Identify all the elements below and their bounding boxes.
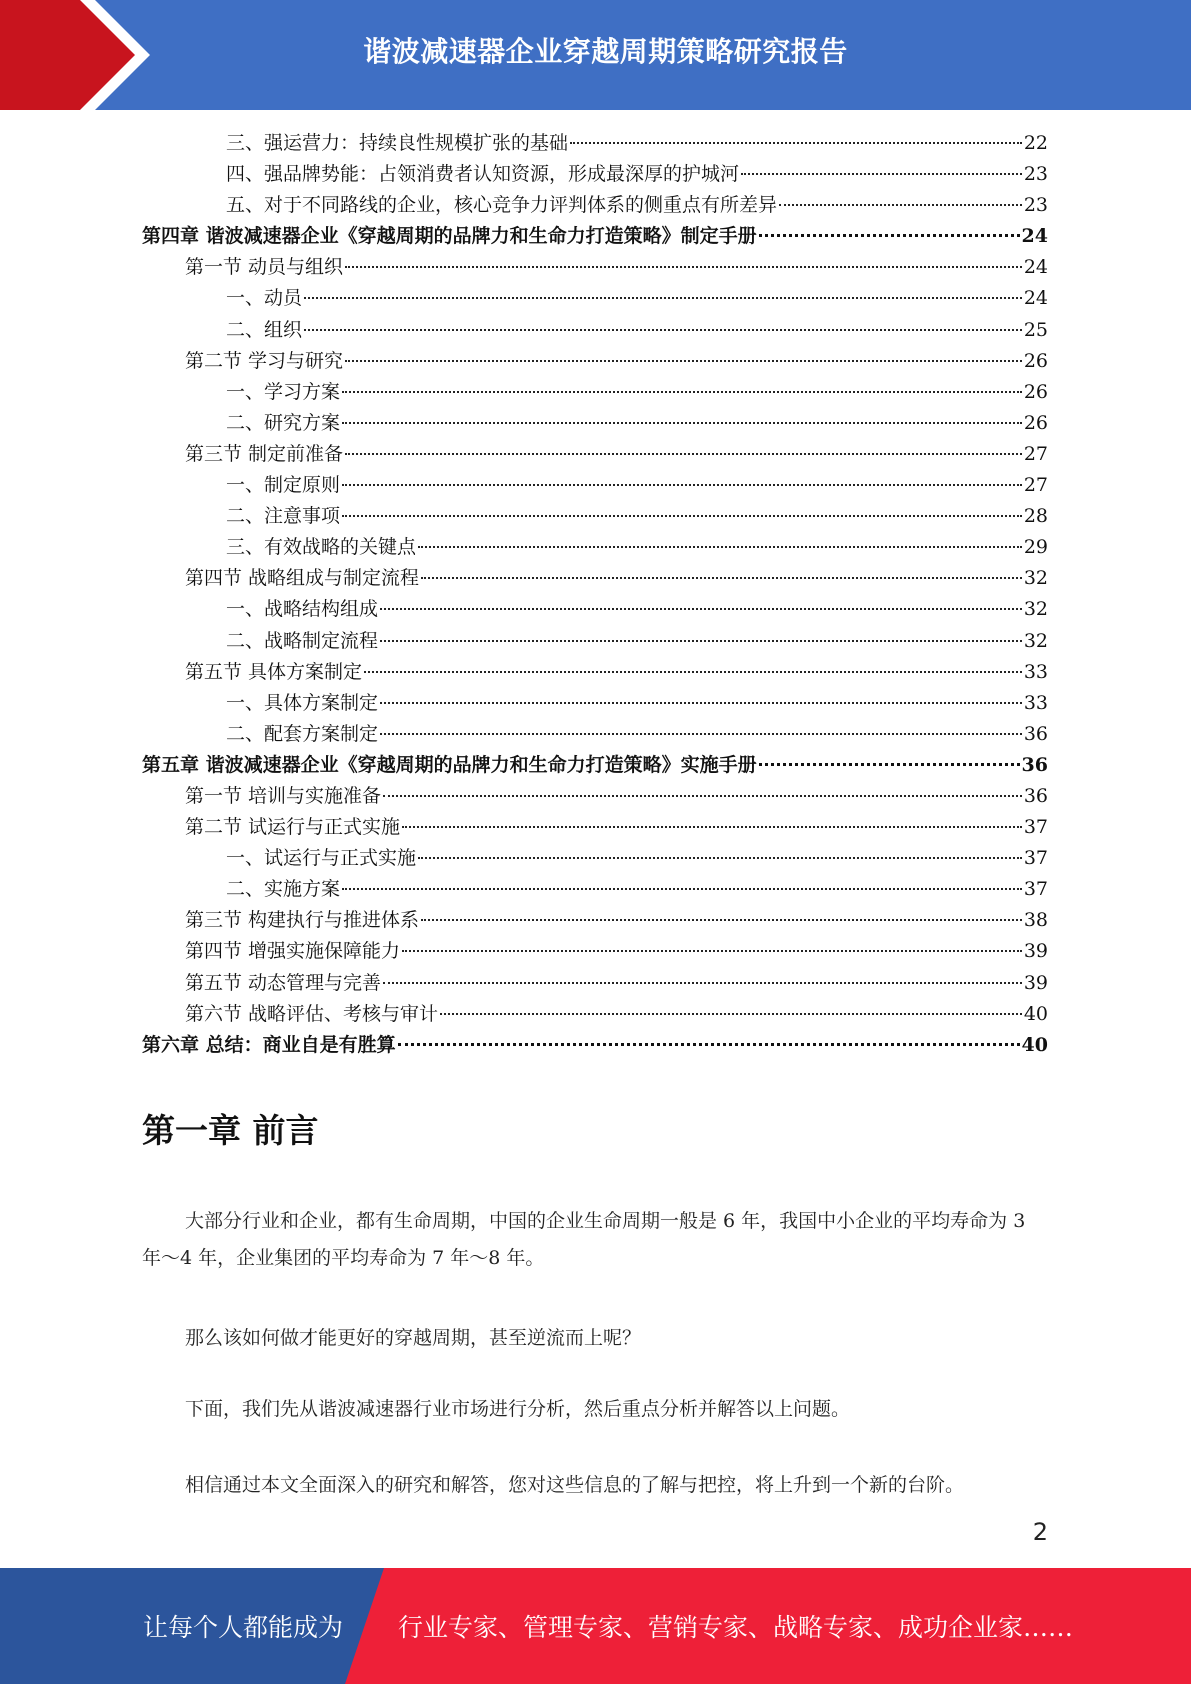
toc-entry-title: 第三节 制定前准备: [185, 442, 344, 465]
toc-entry-title: 一、制定原则: [226, 474, 341, 497]
toc-entry[interactable]: [142, 252, 1048, 283]
paragraph-4: 相信通过本文全面深入的研究和解答，您对这些信息的了解与把控，将上升到一个新的台阶。: [185, 1474, 965, 1496]
toc-entry-title: 四、强品牌势能：占领消费者认知资源，形成最深厚的护城河: [226, 163, 740, 186]
toc-entry-title: 第五章 谐波减速器企业《穿越周期的品牌力和生命力打造策略》实施手册: [142, 753, 757, 776]
page-footer: [0, 1568, 1191, 1684]
toc-dot-leader: [421, 577, 1022, 579]
page-number: 2: [1032, 1518, 1048, 1546]
toc-entry-page: 27: [1023, 474, 1048, 497]
toc-dot-leader: [570, 142, 1022, 144]
toc-entry-page: 39: [1023, 971, 1048, 994]
toc-entry-page: 37: [1023, 816, 1048, 839]
toc-entry-page: 24: [1023, 256, 1048, 279]
toc-entry[interactable]: [142, 315, 1048, 346]
toc-entry-title: 第四章 谐波减速器企业《穿越周期的品牌力和生命力打造策略》制定手册: [142, 225, 757, 248]
toc-entry-title: 第六章 总结：商业自是有胜算: [142, 1033, 396, 1056]
toc-dot-leader: [383, 982, 1022, 984]
header-title: 谐波减速器企业穿越周期策略研究报告: [363, 35, 848, 68]
toc-entry-title: 第四节 战略组成与制定流程: [185, 567, 420, 590]
toc-dot-leader: [342, 391, 1022, 393]
paragraph-1: 大部分行业和企业，都有生命周期，中国的企业生命周期一般是 6 年，我国中小企业的平均寿命为 3 年～4 年，企业集团的平均寿命为 7 年～8 年。: [142, 1210, 1026, 1269]
toc-entry-title: 一、战略结构组成: [226, 598, 379, 621]
toc-entry[interactable]: [142, 905, 1048, 936]
toc-entry[interactable]: [142, 936, 1048, 967]
toc-entry-title: 二、实施方案: [226, 878, 341, 901]
paragraph-3: 下面，我们先从谐波减速器行业市场进行分析，然后重点分析并解答以上问题。: [185, 1398, 851, 1420]
toc-entry[interactable]: [142, 377, 1048, 408]
toc-entry-page: 32: [1023, 567, 1048, 590]
toc-entry[interactable]: [142, 532, 1048, 563]
toc-entry-title: 一、具体方案制定: [226, 691, 379, 714]
toc-entry-title: 第三节 构建执行与推进体系: [185, 909, 420, 932]
toc-entry-page: 27: [1023, 442, 1048, 465]
toc-entry-title: 一、试运行与正式实施: [226, 847, 417, 870]
toc-dot-leader: [380, 608, 1022, 610]
toc-entry-page: 38: [1023, 909, 1048, 932]
toc-dot-leader: [398, 1043, 1020, 1046]
toc-entry-title: 二、研究方案: [226, 411, 341, 434]
toc-dot-leader: [342, 422, 1022, 424]
toc-dot-leader: [342, 515, 1022, 517]
toc-entry-title: 二、战略制定流程: [226, 629, 379, 652]
table-of-contents: [142, 128, 1048, 1061]
toc-dot-leader: [364, 671, 1022, 673]
toc-entry-page: 36: [1023, 722, 1048, 745]
chapter-title: 第一章 前言: [142, 1111, 319, 1150]
toc-entry-page: 36: [1021, 753, 1048, 776]
toc-dot-leader: [380, 640, 1022, 642]
toc-entry[interactable]: [142, 408, 1048, 439]
toc-entry-page: 23: [1023, 194, 1048, 217]
toc-entry-page: 26: [1023, 411, 1048, 434]
toc-entry-title: 第一节 培训与实施准备: [185, 784, 382, 807]
toc-dot-leader: [418, 857, 1022, 859]
toc-entry[interactable]: [142, 470, 1048, 501]
toc-entry-page: 25: [1023, 318, 1048, 341]
toc-entry-page: 24: [1021, 225, 1048, 248]
toc-entry-page: 22: [1023, 132, 1048, 154]
toc-entry[interactable]: [142, 968, 1048, 999]
toc-entry[interactable]: [142, 781, 1048, 812]
toc-entry[interactable]: [142, 626, 1048, 657]
toc-entry[interactable]: [142, 283, 1048, 314]
footer-slogan-left: 让每个人都能成为: [143, 1613, 344, 1642]
toc-entry[interactable]: [142, 190, 1048, 221]
toc-dot-leader: [345, 266, 1022, 268]
toc-entry-page: 26: [1023, 380, 1048, 403]
toc-entry[interactable]: [142, 501, 1048, 532]
toc-entry-title: 二、注意事项: [226, 505, 341, 528]
toc-dot-leader: [741, 173, 1022, 175]
toc-entry[interactable]: [142, 750, 1048, 781]
toc-entry-page: 24: [1023, 287, 1048, 310]
toc-entry-page: 28: [1023, 505, 1048, 528]
toc-entry-page: 37: [1023, 878, 1048, 901]
toc-entry-page: 33: [1023, 691, 1048, 714]
toc-entry[interactable]: [142, 128, 1048, 159]
toc-entry-page: 40: [1021, 1033, 1048, 1056]
toc-entry-page: 39: [1023, 940, 1048, 963]
footer-slogan-right: 行业专家、管理专家、营销专家、战略专家、成功企业家……: [398, 1613, 1074, 1642]
toc-entry-page: 32: [1023, 598, 1048, 621]
toc-entry-title: 第四节 增强实施保障能力: [185, 940, 401, 963]
toc-entry-page: 23: [1023, 163, 1048, 186]
toc-dot-leader: [380, 702, 1022, 704]
toc-dot-leader: [380, 733, 1022, 735]
toc-entry-title: 五、对于不同路线的企业，核心竞争力评判体系的侧重点有所差异: [226, 194, 778, 217]
toc-entry-title: 第五节 动态管理与完善: [185, 971, 382, 994]
toc-entry[interactable]: [142, 1030, 1048, 1061]
toc-dot-leader: [759, 234, 1020, 237]
toc-entry[interactable]: [142, 439, 1048, 470]
toc-entry-title: 第二节 学习与研究: [185, 349, 344, 372]
toc-entry-title: 第六节 战略评估、考核与审计: [185, 1002, 439, 1025]
toc-dot-leader: [402, 826, 1022, 828]
toc-entry-title: 第一节 动员与组织: [185, 256, 344, 279]
toc-dot-leader: [342, 484, 1022, 486]
toc-entry[interactable]: [142, 563, 1048, 594]
toc-dot-leader: [304, 297, 1022, 299]
toc-entry[interactable]: [142, 874, 1048, 905]
toc-dot-leader: [304, 329, 1022, 331]
toc-entry-title: 第二节 试运行与正式实施: [185, 816, 401, 839]
toc-dot-leader: [759, 763, 1020, 766]
toc-dot-leader: [440, 1013, 1022, 1015]
toc-dot-leader: [779, 204, 1022, 206]
toc-entry[interactable]: [142, 594, 1048, 625]
toc-dot-leader: [402, 950, 1022, 952]
toc-dot-leader: [418, 546, 1022, 548]
toc-dot-leader: [421, 919, 1022, 921]
toc-entry-title: 一、动员: [226, 287, 303, 310]
toc-entry-title: 一、学习方案: [226, 380, 341, 403]
toc-entry[interactable]: [142, 657, 1048, 688]
toc-entry-page: 26: [1023, 349, 1048, 372]
toc-dot-leader: [342, 888, 1022, 890]
toc-entry-page: 37: [1023, 847, 1048, 870]
toc-entry[interactable]: [142, 688, 1048, 719]
toc-entry-title: 二、组织: [226, 318, 303, 341]
toc-entry[interactable]: [142, 999, 1048, 1030]
toc-dot-leader: [345, 360, 1022, 362]
toc-entry-page: 40: [1023, 1002, 1048, 1025]
toc-entry-title: 第五节 具体方案制定: [185, 660, 363, 683]
toc-dot-leader: [345, 453, 1022, 455]
toc-entry-title: 三、有效战略的关键点: [226, 536, 417, 559]
toc-entry[interactable]: [142, 221, 1048, 252]
toc-entry[interactable]: [142, 159, 1048, 190]
toc-entry-page: 29: [1023, 536, 1048, 559]
toc-dot-leader: [383, 795, 1022, 797]
paragraph-2: 那么该如何做才能更好的穿越周期，甚至逆流而上呢？: [185, 1327, 642, 1349]
toc-entry-title: 二、配套方案制定: [226, 722, 379, 745]
toc-entry-title: 三、强运营力：持续良性规模扩张的基础: [226, 132, 569, 154]
toc-entry[interactable]: [142, 719, 1048, 750]
toc-entry[interactable]: [142, 812, 1048, 843]
toc-entry-page: 32: [1023, 629, 1048, 652]
page-header: [0, 0, 1191, 110]
toc-entry-page: 36: [1023, 784, 1048, 807]
toc-entry[interactable]: [142, 346, 1048, 377]
toc-entry[interactable]: [142, 843, 1048, 874]
toc-entry-page: 33: [1023, 660, 1048, 683]
